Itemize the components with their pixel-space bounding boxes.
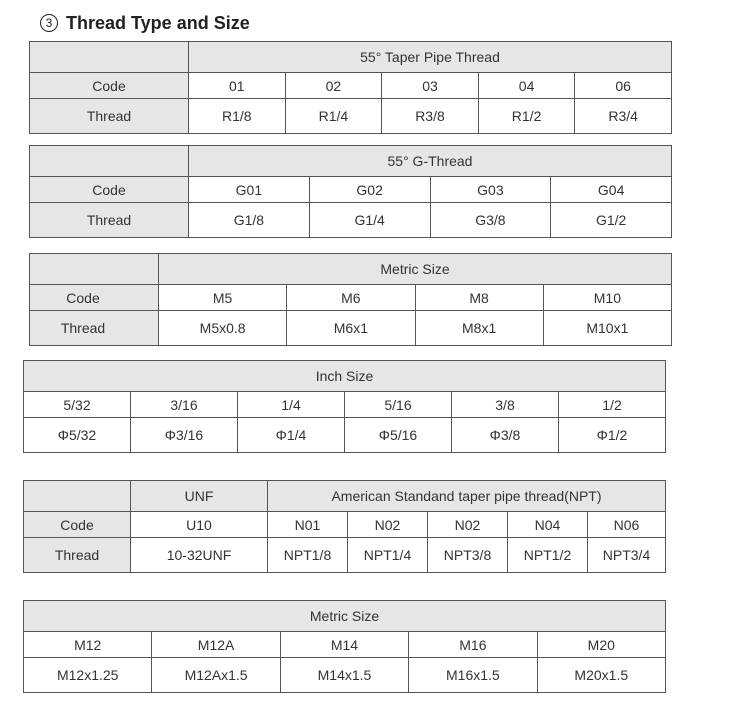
code-cell: M10 [543, 285, 671, 311]
taper-pipe-thread-table [29, 41, 672, 134]
unf-header: UNF [131, 481, 268, 512]
table-corner [24, 481, 131, 512]
thread-cell: R1/4 [285, 99, 382, 134]
thread-cell: M6x1 [287, 311, 415, 346]
code-cell: 04 [478, 73, 575, 99]
code-cell: N02 [428, 512, 508, 538]
code-cell: 3/8 [452, 392, 559, 418]
thread-label: Thread [30, 99, 189, 134]
code-cell: 06 [575, 73, 672, 99]
thread-cell: M12Ax1.5 [152, 658, 280, 693]
thread-label: Thread [30, 203, 189, 238]
code-label: Code [30, 73, 189, 99]
thread-cell: Φ3/8 [452, 418, 559, 453]
section-title-text: Thread Type and Size [66, 12, 250, 33]
thread-label: Thread [30, 311, 159, 346]
thread-cell: NPT3/4 [588, 538, 666, 573]
thread-cell: R1/2 [478, 99, 575, 134]
thread-cell: NPT3/8 [428, 538, 508, 573]
thread-cell: R3/8 [382, 99, 479, 134]
code-cell: 5/32 [24, 392, 131, 418]
thread-cell: M8x1 [415, 311, 543, 346]
code-cell: M12A [152, 632, 280, 658]
thread-cell: Φ1/2 [559, 418, 666, 453]
code-cell: M5 [159, 285, 287, 311]
table-header: Metric Size [24, 601, 666, 632]
code-cell: 02 [285, 73, 382, 99]
thread-cell: G1/4 [309, 203, 430, 238]
thread-cell: G1/8 [189, 203, 310, 238]
code-cell: M20 [537, 632, 665, 658]
section-number-badge: 3 [40, 14, 58, 32]
section-title [40, 10, 250, 36]
unf-npt-table [23, 480, 666, 573]
code-cell: 03 [382, 73, 479, 99]
thread-cell: M12x1.25 [24, 658, 152, 693]
thread-cell: 10-32UNF [131, 538, 268, 573]
table-corner [30, 146, 189, 177]
table-corner [30, 42, 189, 73]
table-corner [30, 254, 159, 285]
code-cell: 3/16 [131, 392, 238, 418]
metric-size-large-table [23, 600, 666, 693]
code-label: Code [30, 285, 159, 311]
thread-cell: NPT1/2 [508, 538, 588, 573]
thread-cell: R1/8 [189, 99, 286, 134]
table-header: 55° Taper Pipe Thread [189, 42, 672, 73]
thread-label: Thread [24, 538, 131, 573]
thread-cell: Φ1/4 [238, 418, 345, 453]
thread-cell: M5x0.8 [159, 311, 287, 346]
metric-size-table [29, 253, 672, 346]
code-cell: G04 [551, 177, 672, 203]
code-cell: G03 [430, 177, 551, 203]
thread-cell: M20x1.5 [537, 658, 665, 693]
table-header: 55° G-Thread [189, 146, 672, 177]
thread-cell: G3/8 [430, 203, 551, 238]
thread-cell: Φ5/32 [24, 418, 131, 453]
code-cell: M6 [287, 285, 415, 311]
thread-cell: R3/4 [575, 99, 672, 134]
thread-cell: NPT1/8 [268, 538, 348, 573]
g-thread-table [29, 145, 672, 238]
code-cell: 1/4 [238, 392, 345, 418]
thread-cell: M10x1 [543, 311, 671, 346]
code-cell: M16 [409, 632, 537, 658]
code-cell: U10 [131, 512, 268, 538]
thread-cell: Φ3/16 [131, 418, 238, 453]
thread-cell: M14x1.5 [280, 658, 408, 693]
table-header: Inch Size [24, 361, 666, 392]
npt-header: American Standand taper pipe thread(NPT) [268, 481, 666, 512]
code-cell: G02 [309, 177, 430, 203]
code-label: Code [30, 177, 189, 203]
code-cell: N04 [508, 512, 588, 538]
code-label: Code [24, 512, 131, 538]
thread-cell: M16x1.5 [409, 658, 537, 693]
thread-cell: Φ5/16 [345, 418, 452, 453]
code-cell: M8 [415, 285, 543, 311]
inch-size-table [23, 360, 666, 453]
thread-cell: NPT1/4 [348, 538, 428, 573]
code-cell: 1/2 [559, 392, 666, 418]
code-cell: 5/16 [345, 392, 452, 418]
code-cell: N02 [348, 512, 428, 538]
code-cell: M14 [280, 632, 408, 658]
code-cell: N06 [588, 512, 666, 538]
code-cell: G01 [189, 177, 310, 203]
table-header: Metric Size [159, 254, 672, 285]
thread-cell: G1/2 [551, 203, 672, 238]
code-cell: N01 [268, 512, 348, 538]
code-cell: M12 [24, 632, 152, 658]
code-cell: 01 [189, 73, 286, 99]
